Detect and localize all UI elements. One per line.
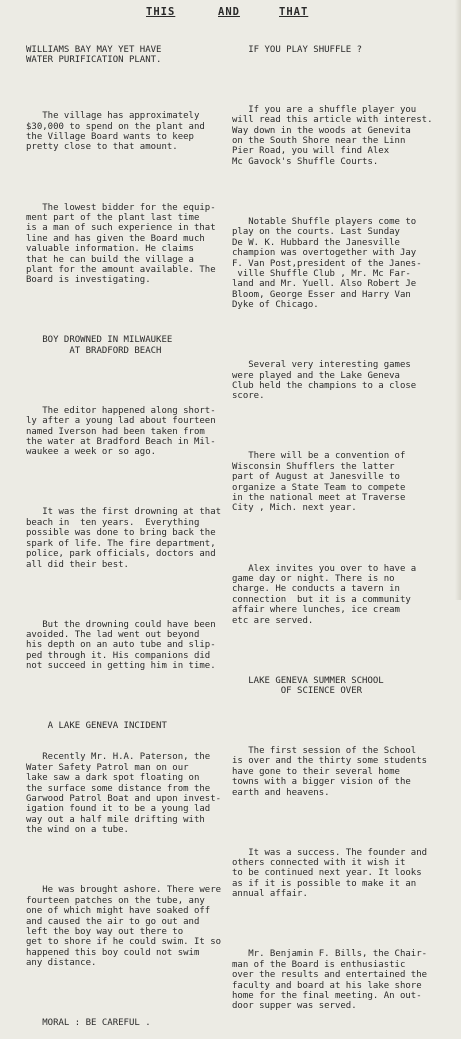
header-and: AND: [218, 6, 240, 18]
article-paragraph: If you are a shuffle player you will read this article with interest. Way down in the woods at Genevita on the South Shore near the Linn Pier Road, you will find Alex Mc Gavock's Shuffle Courts.: [232, 104, 433, 167]
page-edge-shadow: [455, 0, 461, 600]
article-paragraph: Recently Mr. H.A. Paterson, the Water Safety Patrol man on our lake saw a dark spot floating on the surface some distance from the Garwood Patrol Boat and upon invest- igation found it to be a young lad way out a half mile drifting with the wind on a tube.: [26, 752, 222, 836]
article-paragraph: The editor happened along short- ly after a young lad about fourteen named Iverson had been taken from the water at Bradford Beach in Mil- waukee a week or so ago.: [26, 405, 216, 458]
article-title: A LAKE GENEVA INCIDENT: [26, 721, 167, 732]
article-paragraph: There will be a convention of Wisconsin Shufflers the latter part of August at Janesville to organize a State Team to compete in the national meet at Traverse City , Mich. next year.: [232, 451, 406, 514]
article-paragraph: Mr. Benjamin F. Bills, the Chair- man of the Board is enthusiastic over the results and entertained the faculty and board at his lake shore home for the final meeting. An out- door supper was served.: [232, 949, 428, 1012]
article-title: IF YOU PLAY SHUFFLE ?: [232, 44, 363, 55]
left-column: [26, 24, 238, 1039]
article-paragraph: He was brought ashore. There were fourteen patches on the tube, any one of which might have soaked off and caused the air to go out and left the boy way out there to get to shore if he could swim. It so happened this boy could not swim any distance.: [26, 885, 222, 969]
article-paragraph: The first session of the School is over and the thirty some students have gone to their several home towns with a bigger vision of the earth and heavens.: [232, 746, 428, 798]
header-this: THIS: [146, 6, 176, 18]
article-title: WILLIAMS BAY MAY YET HAVE WATER PURIFICATION PLANT.: [26, 44, 162, 66]
article-paragraph: The lowest bidder for the equip- ment part of the plant last time is a man of such experience in that line and has given the Board much valuable information. He claims that he can build the village a plant for the amount available. The Board is investigating.: [26, 202, 216, 286]
header-that: THAT: [279, 6, 309, 18]
article-paragraph: It was the first drowning at that beach in ten years. Everything possible was done to bring back the spark of life. The fire department, police, park officials, doctors and all did their best.: [26, 507, 222, 570]
article-paragraph: The village has approximately $30,000 to spend on the plant and the Village Board wants to keep pretty close to that amount.: [26, 111, 205, 153]
article-paragraph: But the drowning could have been avoided. The lad went out beyond his depth on an auto tube and slip- ped through it. His companions did not succeed in getting him in time.: [26, 619, 216, 672]
article-title: LAKE GENEVA SUMMER SCHOOL OF SCIENCE OVER: [248, 675, 384, 696]
article-paragraph: It was a success. The founder and others connected with it wish it to be continued next year. It looks as if it is possible to make it an annual affair.: [232, 847, 428, 900]
article-paragraph: Alex invites you over to have a game day or night. There is no charge. He conducts a tavern in connection but it is a community affair where lunches, ice cream etc are served.: [232, 563, 417, 626]
article-paragraph: Notable Shuffle players come to play on the courts. Last Sunday De W. K. Hubbard the Janesville champion was overtogether with Jay F. Van Post,president of the Janes- ville Shuffle Club , Mr. Mc Far- land and Mr. Yuell. Also Robert Je Bloom, George Esser and Harry Van Dyke of Chicago.: [232, 216, 422, 311]
moral-line: MORAL : BE CAREFUL .: [26, 1018, 151, 1029]
article-paragraph: Several very interesting games were played and the Lake Geneva Club held the champions to a close score.: [232, 360, 417, 402]
article-title: BOY DROWNED IN MILWAUKEE AT BRADFORD BEACH: [42, 335, 173, 356]
right-column: [232, 24, 454, 1022]
page-header: [0, 6, 461, 22]
